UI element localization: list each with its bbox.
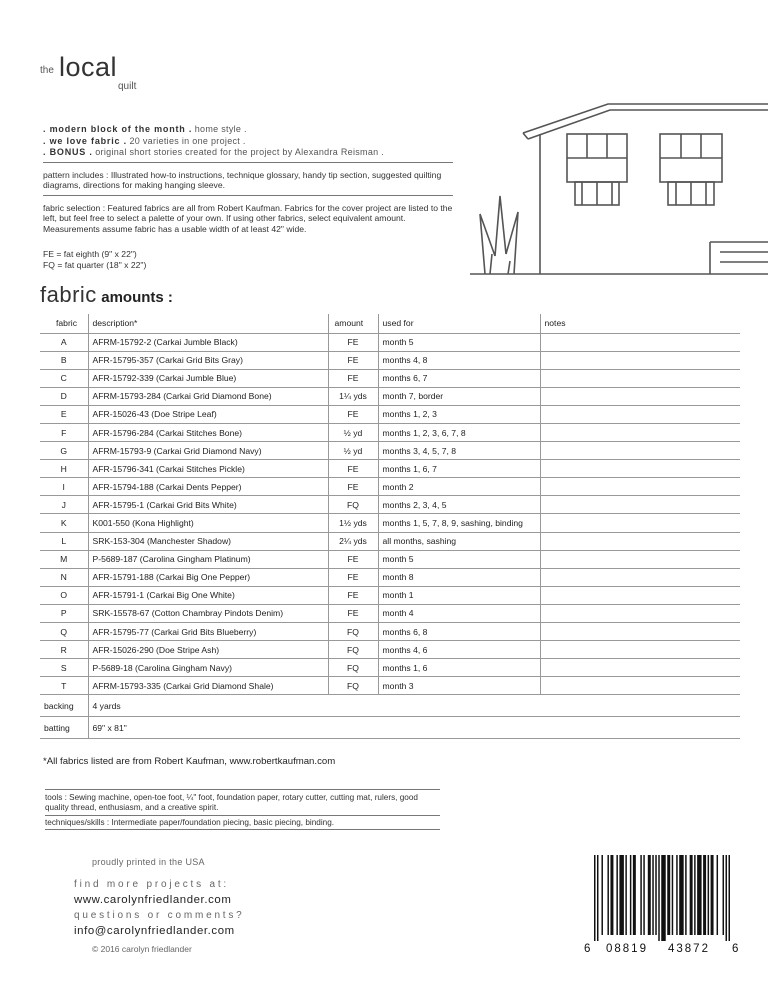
logo-the: the [40, 65, 54, 76]
table-header-row [40, 314, 740, 333]
cell-amount: FE [328, 405, 378, 423]
table-row [40, 333, 740, 351]
feature-3-sub: original short stories created for the project by Alexandra Reisman . [95, 147, 385, 157]
barcode [584, 855, 740, 957]
feature-2-sub: 20 varieties in one project . [129, 135, 246, 146]
cell-amount: 2¼ yds [328, 532, 378, 550]
table-row [40, 586, 740, 604]
divider [45, 815, 440, 816]
barcode-bar [597, 855, 598, 941]
table-row [40, 514, 740, 532]
cell-used-for: months 4, 8 [378, 351, 540, 369]
cell-label: backing [40, 695, 88, 717]
cell-description: SRK-153-304 (Manchester Shadow) [88, 532, 328, 550]
cell-used-for: month 7, border [378, 387, 540, 405]
table-row [40, 387, 740, 405]
cell-label: batting [40, 717, 88, 739]
table-row [40, 423, 740, 441]
cell-used-for: month 5 [378, 333, 540, 351]
cell-fabric: B [40, 351, 88, 369]
cell-amount: FQ [328, 659, 378, 677]
cell-fabric: K [40, 514, 88, 532]
cell-fabric: E [40, 405, 88, 423]
fabric-table [40, 314, 740, 739]
cell-amount: FQ [328, 623, 378, 641]
cell-notes [540, 351, 740, 369]
feature-2-title: . we love fabric . [43, 135, 127, 146]
cell-description: AFR-15794-188 (Carkai Dents Pepper) [88, 478, 328, 496]
col-fabric: fabric [40, 314, 88, 333]
printed-in-usa: proudly printed in the USA [92, 857, 205, 867]
cell-notes [540, 604, 740, 622]
barcode-bar [610, 855, 613, 935]
cell-notes [540, 369, 740, 387]
cell-fabric: J [40, 496, 88, 514]
cell-amount: FE [328, 604, 378, 622]
barcode-bar [711, 855, 714, 935]
copyright: © 2016 carolyn friedlander [92, 944, 192, 954]
logo-local: local [59, 52, 118, 82]
cell-notes [540, 532, 740, 550]
cell-used-for: months 6, 8 [378, 623, 540, 641]
barcode-digit-last: 6 [732, 943, 739, 955]
col-amount: amount [328, 314, 378, 333]
barcode-bar [616, 855, 617, 935]
cell-fabric: P [40, 604, 88, 622]
cell-amount: FE [328, 550, 378, 568]
barcode-digits-right: 43872 [668, 943, 710, 955]
cell-fabric: F [40, 423, 88, 441]
cell-notes [540, 442, 740, 460]
barcode-bar [630, 855, 631, 935]
col-description: description* [88, 314, 328, 333]
cell-fabric: H [40, 460, 88, 478]
cell-description: AFRM-15793-284 (Carkai Grid Diamond Bone) [88, 387, 328, 405]
cell-amount: FQ [328, 677, 378, 695]
cell-notes [540, 478, 740, 496]
cell-description: AFR-15792-339 (Carkai Jumble Blue) [88, 369, 328, 387]
divider [43, 195, 453, 196]
barcode-bar [679, 855, 683, 935]
cell-description: AFR-15795-1 (Carkai Grid Bits White) [88, 496, 328, 514]
cell-description: AFR-15026-43 (Doe Stripe Leaf) [88, 405, 328, 423]
logo [40, 52, 150, 102]
cell-notes [540, 586, 740, 604]
cell-description: AFRM-15793-9 (Carkai Grid Diamond Navy) [88, 442, 328, 460]
cell-fabric: L [40, 532, 88, 550]
table-row [40, 695, 740, 717]
tools-section [45, 793, 440, 830]
barcode-bar [717, 855, 718, 935]
footnote: *All fabrics listed are from Robert Kaufman, www.robertkaufman.com [43, 756, 336, 767]
barcode-bar [661, 855, 665, 941]
barcode-bar [726, 855, 727, 941]
pattern-includes: pattern includes : Illustrated how-to instructions, technique glossary, handy tip section, suggested quilting diagrams, directions for making hanging sleeve. [43, 170, 442, 191]
cell-fabric: R [40, 641, 88, 659]
barcode-bar [729, 855, 730, 941]
barcode-bar [619, 855, 623, 935]
barcode-bar [601, 855, 602, 935]
cell-amount: FQ [328, 641, 378, 659]
cell-description: SRK-15578-67 (Cotton Chambray Pindots Denim) [88, 604, 328, 622]
barcode-bar [643, 855, 644, 935]
cell-notes [540, 460, 740, 478]
cell-description: AFR-15791-188 (Carkai Big One Pepper) [88, 568, 328, 586]
website-link[interactable]: www.carolynfriedlander.com [74, 894, 232, 906]
cell-value: 4 yards [88, 695, 740, 717]
feature-1-title: . modern block of the month . [43, 124, 193, 134]
cell-notes [540, 568, 740, 586]
cell-description: AFR-15796-284 (Carkai Stitches Bone) [88, 423, 328, 441]
barcode-bar [703, 855, 706, 935]
tools-text: tools : Sewing machine, open-toe foot, ¼" foot, foundation paper, rotary cutter, cutting mat, rulers, good quality thread, enthusiasm, and a creative spirit. [45, 793, 418, 812]
barcode-bar [652, 855, 653, 935]
cell-fabric: M [40, 550, 88, 568]
cell-amount: ½ yd [328, 423, 378, 441]
cell-used-for: months 1, 6 [378, 659, 540, 677]
table-row [40, 496, 740, 514]
table-row [40, 369, 740, 387]
cell-fabric: A [40, 333, 88, 351]
fabric-selection: fabric selection : Featured fabrics are all from Robert Kaufman. Fabrics for the cover project are listed to the left, but feel free to select a palette of your own. If using other fabrics, select equivalent amount. Measurements assume fabric has a usable width of at least 42" wide. [43, 203, 453, 234]
barcode-bar [685, 855, 686, 935]
cell-fabric: I [40, 478, 88, 496]
divider [43, 162, 453, 163]
cell-used-for: months 1, 5, 7, 8, 9, sashing, binding [378, 514, 540, 532]
table-row [40, 442, 740, 460]
cell-fabric: G [40, 442, 88, 460]
cell-notes [540, 405, 740, 423]
feature-line-1 [43, 124, 453, 136]
cell-amount: FE [328, 586, 378, 604]
cell-description: AFR-15791-1 (Carkai Big One White) [88, 586, 328, 604]
barcode-bar [594, 855, 595, 941]
cell-notes [540, 333, 740, 351]
cell-notes [540, 387, 740, 405]
fe-definition: FE = fat eighth (9" x 22") [43, 249, 137, 259]
barcode-bar [672, 855, 673, 935]
cell-fabric: C [40, 369, 88, 387]
cell-value: 69" x 81" [88, 717, 740, 739]
cell-amount: ½ yd [328, 442, 378, 460]
cell-description: P-5689-18 (Carolina Gingham Navy) [88, 659, 328, 677]
barcode-bar [633, 855, 636, 935]
cell-notes [540, 677, 740, 695]
barcode-bar [648, 855, 651, 935]
barcode-bar [667, 855, 670, 935]
barcode-bar [607, 855, 608, 935]
cell-description: AFR-15026-290 (Doe Stripe Ash) [88, 641, 328, 659]
cell-used-for: month 3 [378, 677, 540, 695]
table-row [40, 478, 740, 496]
barcode-bar [655, 855, 656, 935]
table-row [40, 659, 740, 677]
feature-1-sub: home style . [194, 124, 247, 134]
barcode-bar [723, 855, 724, 935]
section-title-script: fabric [40, 282, 97, 307]
cell-amount: 1½ yds [328, 514, 378, 532]
cell-amount: FE [328, 351, 378, 369]
logo-quilt: quilt [118, 81, 137, 92]
cell-description: AFR-15795-357 (Carkai Grid Bits Gray) [88, 351, 328, 369]
cell-description: AFRM-15793-335 (Carkai Grid Diamond Shale) [88, 677, 328, 695]
barcode-bar [690, 855, 693, 935]
cell-description: AFRM-15792-2 (Carkai Jumble Black) [88, 333, 328, 351]
cell-fabric: Q [40, 623, 88, 641]
cell-description: K001-550 (Kona Highlight) [88, 514, 328, 532]
cell-amount: 1¼ yds [328, 387, 378, 405]
cell-amount: FE [328, 460, 378, 478]
barcode-bar [694, 855, 695, 935]
feature-line-2 [43, 136, 453, 148]
cell-notes [540, 550, 740, 568]
cell-amount: FQ [328, 496, 378, 514]
barcode-bars [594, 855, 730, 941]
table-row [40, 604, 740, 622]
cell-fabric: D [40, 387, 88, 405]
techniques-text: techniques/skills : Intermediate paper/foundation piecing, basic piecing, binding. [45, 817, 335, 827]
feature-line-3 [43, 147, 453, 159]
find-more-label: find more projects at: [74, 879, 229, 890]
barcode-digits-left: 08819 [606, 943, 648, 955]
table-row [40, 550, 740, 568]
feature-list [43, 124, 453, 159]
cell-notes [540, 514, 740, 532]
cell-used-for: month 2 [378, 478, 540, 496]
col-notes: notes [540, 314, 740, 333]
table-row [40, 405, 740, 423]
cell-notes [540, 496, 740, 514]
divider [45, 829, 440, 830]
cell-used-for: months 4, 6 [378, 641, 540, 659]
cell-used-for: month 4 [378, 604, 540, 622]
section-title-bold: amounts : [101, 289, 173, 306]
barcode-digit-first: 6 [584, 943, 591, 955]
barcode-bar [658, 855, 659, 941]
table-row [40, 460, 740, 478]
email-link[interactable]: info@carolynfriedlander.com [74, 925, 235, 937]
col-used-for: used for [378, 314, 540, 333]
barcode-bar [708, 855, 709, 935]
divider [45, 789, 440, 790]
section-title [40, 282, 173, 308]
cell-notes [540, 423, 740, 441]
cell-used-for: month 8 [378, 568, 540, 586]
barcode-bar [697, 855, 701, 935]
barcode-bar [640, 855, 641, 935]
fq-definition: FQ = fat quarter (18" x 22") [43, 260, 147, 270]
cell-description: AFR-15796-341 (Carkai Stitches Pickle) [88, 460, 328, 478]
table-row [40, 717, 740, 739]
table-row [40, 641, 740, 659]
cell-amount: FE [328, 333, 378, 351]
cell-fabric: S [40, 659, 88, 677]
table-row [40, 568, 740, 586]
cell-notes [540, 641, 740, 659]
cell-fabric: T [40, 677, 88, 695]
cell-amount: FE [328, 478, 378, 496]
cell-used-for: month 1 [378, 586, 540, 604]
table-row [40, 532, 740, 550]
house-illustration [470, 96, 768, 276]
cell-used-for: months 1, 2, 3, 6, 7, 8 [378, 423, 540, 441]
table-row [40, 623, 740, 641]
cell-used-for: months 1, 6, 7 [378, 460, 540, 478]
barcode-bar [676, 855, 677, 935]
cell-used-for: month 5 [378, 550, 540, 568]
cell-notes [540, 659, 740, 677]
cell-used-for: months 2, 3, 4, 5 [378, 496, 540, 514]
cell-used-for: months 6, 7 [378, 369, 540, 387]
table-row [40, 677, 740, 695]
cell-amount: FE [328, 369, 378, 387]
cell-amount: FE [328, 568, 378, 586]
feature-3-title: . BONUS . [43, 147, 93, 157]
cell-fabric: O [40, 586, 88, 604]
cell-used-for: months 1, 2, 3 [378, 405, 540, 423]
table-row [40, 351, 740, 369]
cell-description: AFR-15795-77 (Carkai Grid Bits Blueberry) [88, 623, 328, 641]
cell-fabric: N [40, 568, 88, 586]
cell-notes [540, 623, 740, 641]
cell-used-for: months 3, 4, 5, 7, 8 [378, 442, 540, 460]
questions-label: questions or comments? [74, 910, 245, 921]
barcode-bar [625, 855, 626, 935]
cell-description: P-5689-187 (Carolina Gingham Platinum) [88, 550, 328, 568]
cell-used-for: all months, sashing [378, 532, 540, 550]
